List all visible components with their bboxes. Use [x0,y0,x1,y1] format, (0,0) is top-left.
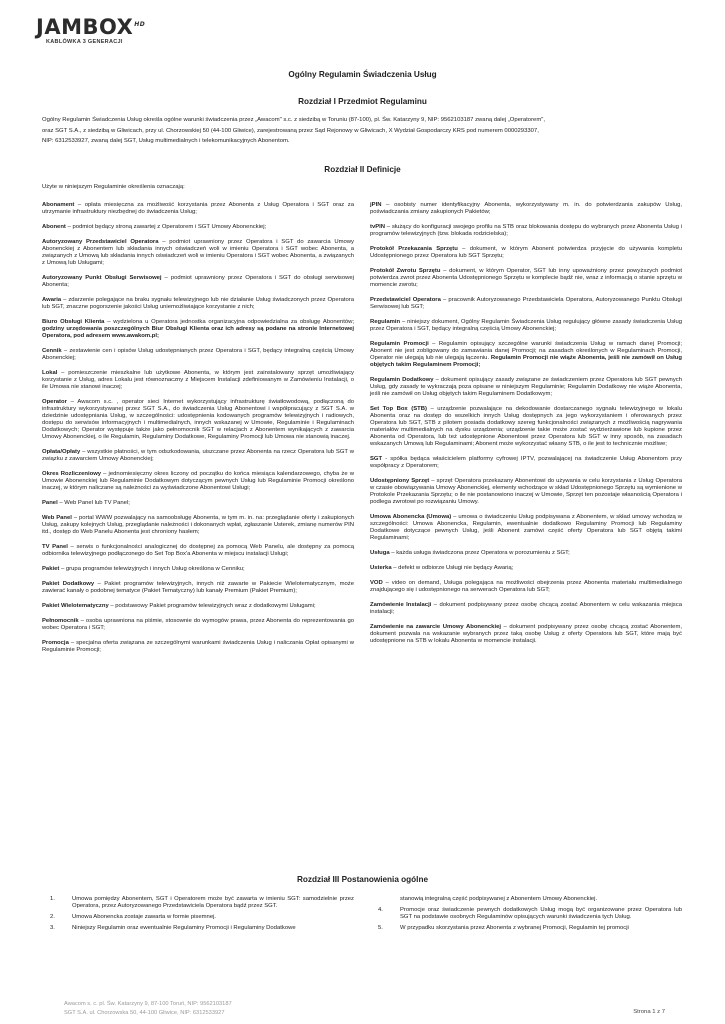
definition-item [42,471,354,492]
item-number: 1. [50,896,55,902]
chapter-2-title: Rozdział II Definicje [324,165,401,174]
definition-term: Regulamin [370,319,401,325]
definition-text: – dokument, w którym Abonent potwierdza przyjęcie do używania kompletu Udostępnionego przez Operatora lub SGT Sprzętu; [370,246,682,259]
logo-hd: HD [134,21,146,28]
definition-text: – osoba uprawniona na piśmie, stosownie do wymogów prawa, przez Abonenta do reprezentowania go wobec Operatora i SGT; [42,618,354,631]
definition-item [42,581,354,595]
definition-term: Usterka [370,565,392,571]
definition-text: – Awacom s.c. , operator sieci Internet wykorzystujący infrastrukturę światłowodową, podłączoną do infrastruktury wykorzystywanej przez SGT S.A., do świadczenia Usług Abonentowi i współpracujący z SGT S.A. w dziedzinie udostępniania Usług, w szczególności: udostępnienia kodowanych programów telewizyjnych i radiowych, dostępu do serwisów informacyjnych i multimedialnych, innych wskazanej w Umowie, Regulaminie i Regulaminach Dodatkowych; Operator występuje także jako pełnomocnik SGT w relacjach z Abonentem wynikających z zawarcia Umowy Abonenckiej, o ile Regulamin, Regulaminy Dodatkowe, Regulaminy Promocji lub Umowa nie stanowią inaczej. [42,399,354,440]
definitions-left-column [42,202,354,662]
item-text: Niniejszy Regulamin oraz ewentualnie Regulaminy Promocji i Regulaminy Dodatkowe [72,925,296,931]
intro-line: NIP: 6312533927, zwaną dalej SGT, Usług multimedialnych i telekomunikacyjnych Abonentom. [42,138,290,144]
definition-item [370,319,682,333]
logo-wordmark: $JAMBOX^{HD}$ [36,15,146,39]
definition-text: – video on demand, Usługa polegająca na możliwości obejrzenia przez Abonenta materiału multimedialnego znajdującego się i udostępnionego na serwerach Operatora lub SGT; [370,580,682,593]
definition-text: – pomieszczenie mieszkalne lub użytkowe Abonenta, w którym jest zainstalowany sprzęt umożliwiający korzystanie z Usług, adres Lokalu jest równoznaczny z Miejscem Instalacji zdefiniowanym w Zamówieniu Instalacji, o ile Umowa nie stanowi inaczej; [42,370,354,390]
chapter-3-title: Rozdział III Postanowienia ogólne [296,875,428,884]
definition-text: – sprzęt Operatora przekazany Abonentowi do używania w celu korzystania z Usług Operatora w czasie obowiązywania Umowy Abonenckiej, elementy wchodzące w skład Udostępnionego Sprzętu są wymienione w Protokole Przekazania Sprzętu; o ile nie postanowiono inaczej w Umowie, Sprzęt ten pozostaje własnością Operatora i podlega zwrotowi po rozwiązaniu Umowy. [370,478,682,505]
definition-term: Pełnomocnik [42,618,79,624]
definition-item [42,224,354,231]
definition-item [370,456,682,470]
definition-term: tvPIN [370,224,386,230]
definition-item [370,268,682,289]
document-title: Ogólny Regulamin Świadczenia Usług [288,70,437,79]
item-text: Umowa pomiędzy Abonentem, SGT i Operatorem może być zawarta w imieniu SGT: samodzielnie przez Operatora, przez Autoryzowanego Przedstawiciela Operatora bądź przez SGT. [72,896,354,909]
definition-text: – opłata miesięczna za możliwość korzystania przez Abonenta z Usług Operatora i SGT oraz za utrzymanie infrastruktury niezbędnej do świadczenia Usług; [42,202,354,215]
definition-term: Protokół Zwrotu Sprzętu [370,268,441,274]
item-text: Promocje oraz świadczenie pewnych dodatkowych Usług mogą być organizowane przez Operatora lub SGT na podstawie osobnych Regulaminów opisujących warunki świadczenia tych Usług. [400,907,682,920]
definition-item [370,202,682,216]
numbered-item [370,907,682,921]
definition-item [42,239,354,267]
intro-line: Ogólny Regulamin Świadczenia Usług określa ogólne warunki świadczenia przez „Awacom" s.c. z siedzibą w Toruniu (87-100), pl. Św. Katarzyny 9, NIP: 9562103187 zwaną dalej „Operatorem", [42,117,545,123]
definition-text: – wydzielona u Operatora jednostka organizacyjna odpowiedzialna za obsługę Abonentów; [104,319,354,325]
chapter-1-title: Rozdział I Przedmiot Regulaminu [298,97,427,106]
chapter-3-left-column [42,896,354,936]
definition-item [370,624,682,645]
definition-item [370,341,682,369]
definition-item [370,550,682,557]
definition-term: Opłata/Opłaty [42,449,81,455]
definition-term: Regulamin Promocji [370,341,429,347]
item-number: 2. [50,914,55,920]
numbered-item [370,925,682,932]
definition-text: – jednomiesięczny okres liczony od początku do końca miesiąca kalendarzowego, chyba że w Umowie Abonenckiej lub Regulaminie Dodatkowym dotyczącym pewnych Usług lub Regulaminie Promocji określono inaczej, w którym naliczane są należności za wyświadczone Abonentowi Usługi; [42,471,354,491]
definition-text: – Web Panel lub TV Panel; [57,500,130,506]
definition-item [42,319,354,340]
definition-term: Zamówienie Instalacji [370,602,432,608]
definition-item [370,580,682,594]
chapter-2-lead: Użyte w niniejszym Regulaminie określenia oznaczają: [42,184,185,190]
definition-text: – Regulamin opisujący szczególne warunki świadczenia Usług w ramach danej Promocji; Abonent nie jest zobligowany do zamawiania danej Promocji; na zasadach określonych w Regulaminach Promocji, Operator nie ulegają lub nie ulegają łączeniu. [370,341,682,361]
logo-tagline: KABLÓWKA 3 GENERACJI [46,39,123,45]
definition-text: – podmiot będący stroną zawartej z Operatorem i SGT Umowy Abonenckiej; [65,224,267,230]
chapter-1-intro [42,115,682,147]
definition-text: – dokument podpisywany przez osobę chcącą zostać Abonentem w celu wskazania miejsca instalacji; [370,602,682,615]
definition-term: Protokół Przekazania Sprzętu [370,246,458,252]
definition-item [370,246,682,260]
item-text: Umowa Abonencka zostaje zawarta w formie pisemnej. [72,914,217,920]
definition-item [42,515,354,536]
definition-term: Set Top Box (STB) [370,406,427,412]
definition-term: Operator [42,399,67,405]
item-number: 5. [378,925,383,931]
definition-item [42,348,354,362]
definition-text: – podmiot uprawniony przez Operatora i SGT do zawarcia Umowy Abonenckiej z Abonentem lub składania innych oświadczeń woli w imieniu Operatora i SGT wobec Abonenta, a związanych z Umową lub składania innych oświadczeń woli w imieniu Operatora i SGT wobec Abonenta, a związanych z Umową lub Usługami; [42,239,354,266]
definition-term: Awaria [42,297,62,303]
definition-text: – portal WWW pozwalający na samoobsługę Abonenta, w tym m. in. na: przeglądanie oferty i zakupionych Usług, zakupy kolejnych Usług, przeglądanie należności i dokonanych wpłat, zgłaszanie Usterek, zmianę numerów PIN itd., dostęp do Web Panelu Abonenta jest chroniony hasłem; [42,515,354,535]
definition-term: VOD [370,580,383,586]
definition-item [370,478,682,506]
jambox-logo [36,14,146,48]
definition-term: Abonent [42,224,66,230]
definition-text: – osobisty numer identyfikacyjny Abonenta, wykorzystywany m. in. do potwierdzania zakupów Usług, poświadczania zmiany zakupionych Pakietów; [370,202,682,215]
definition-text: – zdarzenie polegające na braku sygnału telewizyjnego lub nie działanie Usług świadczonych przez Operatora lub SGT, znaczne pogorszenie jakości Usług uniemożliwiające korzystanie z nich; [42,297,354,310]
definition-item [42,500,354,507]
definition-text: – defekt w odbiorze Usługi nie będący Awarią; [391,565,514,571]
definition-item [42,202,354,216]
definition-term: Promocja [42,640,69,646]
definition-item [42,297,354,311]
definition-term: Biuro Obsługi Klienta [42,319,105,325]
page-number: Strona 1 z 7 [633,1009,665,1015]
definition-term: Pakiet Dodatkowy [42,581,95,587]
definition-text: – dokument podpisywany przez osobę chcącą zostać Abonentem, dokument pozwala na wskazanie wybranych przez taką osobę Usług z oferty Operatora lub SGT, które mają być udostępnione na STB w lokalu Abonenta w momencie instalacji. [370,624,682,644]
definition-term: Autoryzowany Przedstawiciel Operatora [42,239,159,245]
definition-text: – grupa programów telewizyjnych i innych Usług określona w Cenniku; [59,566,245,572]
definition-item [370,514,682,542]
definition-term: Lokal [42,370,58,376]
definition-term: Panel [42,500,58,506]
definition-text: – dokument, w którym Operator, SGT lub inny upoważniony przez powyższych podmiot potwierdza zwrot przez Abonenta Udostępnionego Sprzętu w komplecie bądź nie, wraz z informacją o stanie sprzętu w momencie zwrotu; [370,268,683,288]
definition-term: Umowa Abonencka (Umowa) [370,514,452,520]
numbered-item [42,914,354,921]
definition-term: Autoryzowany Punkt Obsługi Serwisowej [42,275,162,281]
definition-text: – podstawowy Pakiet programów telewizyjnych wraz z dodatkowymi Usługami; [108,603,316,609]
definition-term: Zamówienie na zawarcie Umowy Abonenckiej [370,624,502,630]
definition-text: – każda usługa świadczona przez Operatora w porozumieniu z SGT; [389,550,570,556]
item-number: 3. [50,925,55,931]
definition-term: Okres Rozliczeniowy [42,471,102,477]
definitions-right-column [370,202,682,653]
definition-text: – specjalna oferta związana ze szczególnymi warunkami świadczenia Usług i naliczania Opłat opisanymi w Regulaminie Promocji; [42,640,354,653]
definition-item [42,399,354,441]
intro-line: oraz SGT S.A., z siedzibą w Gliwicach, przy ul. Chorzowskiej 50 (44-100 Gliwice), zarejestrowaną przez Sąd Rejonowy w Gliwicach, X Wydział Gospodarczy KRS pod numerem 0000293307, [42,127,539,134]
definition-item [42,275,354,289]
definition-item [42,603,354,610]
definition-term: Udostępniony Sprzęt [370,478,430,484]
definition-term: jPIN [370,202,382,208]
item-number: 4. [378,907,383,913]
definition-item [370,406,682,448]
definition-emphasis: godziny urzędowania poszczególnych Biur Obsługi Klienta oraz ich adresy są podane na stronie Internetowej Operatora, pod adresem www.awakom.pl; [42,326,354,339]
definition-term: Cennik [42,348,62,354]
definition-emphasis: Regulamin Promocji nie wiąże Abonenta, jeśli nie zamówił on Usług objętych takim Regulaminem Promocji; [370,355,683,368]
definition-item [42,640,354,654]
definition-text: – wszystkie płatności, w tym odszkodowania, uiszczane przez Abonenta na rzecz Operatora lub SGT w związku z zawarciem Umowy Abonenckiej; [42,449,354,462]
definition-text: – służący do konfiguracji swojego profilu na STB oraz blokowania dostępu do wybranych przez Abonenta Usług i programów telewizyjnych (tzw. blokada rodzicielska); [370,224,682,237]
definition-item [370,297,682,311]
definition-term: SGT [370,456,383,462]
definition-term: TV Panel [42,544,68,550]
definition-text: – dokument opisujący zasady związane ze świadczeniem przez Operatora lub SGT pewnych Usług, gdy zasady te wykraczają poza opisane w niniejszym Regulaminie; Regulamin Dodatkowy nie wiąże Abonenta, jeśli nie zamówił on Usług objętych takim Regulaminem Dodatkowym; [370,377,682,397]
definition-term: Regulamin Dodatkowy [370,377,434,383]
footer-addresses [64,1000,232,1017]
chapter-3-right-column [370,896,682,936]
definition-item [42,544,354,558]
definition-text: – zestawienie cen i opisów Usług udostępnianych przez Operatora i SGT, będący integralną częścią Umowy Abonenckiej; [42,348,354,361]
definition-item [370,565,682,572]
definition-term: Web Panel [42,515,72,521]
definition-item [42,449,354,463]
definition-text: - spółka będąca właścicielem platformy cyfrowej IPTV, pozwalającej na świadczenie Usług Abonentom przy współpracy z Operatorem; [370,456,682,469]
definition-text: – Pakiet programów telewizyjnych, innych niż zawarte w Pakiecie Wielotematycznym, może zawierać kanały o podobnej tematyce (Pakiet Tematyczny) lub kanały Premium (Pakiet Premium); [42,581,355,594]
chapter-3-continuation: stanowią integralną część podpisywanej z Abonentem Umowy Abonenckiej. [400,896,598,902]
definition-term: Przedstawiciel Operatora [370,297,441,303]
definition-item [42,370,354,391]
item-text: W przypadku skorzystania przez Abonenta z wybranej Promocji, Regulamin tej promocji [400,925,629,931]
definition-term: Usługa [370,550,390,556]
numbered-item [42,896,354,910]
definition-term: Abonament [42,202,75,208]
numbered-item [42,925,354,932]
definition-item [370,224,682,238]
definition-item [42,566,354,573]
definition-term: Pakiet [42,566,60,572]
definition-text: – podmiot uprawniony przez Operatora i SGT do obsługi serwisowej Abonenta; [42,275,354,288]
definition-text: – pracownik Autoryzowanego Przedstawiciela Operatora, Autoryzowanego Punktu Obsługi Serwisowej lub SGT; [370,297,682,310]
footer-line: Awacom s. c. pl. Św. Katarzyny 9, 87-100 Toruń, NIP: 9562103187 [64,1001,232,1007]
definition-text: – urządzenie pozwalające na dekodowanie dostarczanego sygnału telewizyjnego w lokalu Abonenta oraz na dostęp do wszelkich innych Usług dostępnych za jego wykorzystaniem i oferowanych przez Operatora lub SGT, STB z pilotem posiada dodatkowy szereg funkcjonalności związanych z możliwością nagrywania materiałów multimedialnych na dysku urządzenia; urządzenie takie może zostać wydzierżawione lub kupione przez Abonenta od Operatora, lub też udostępnione Abonentowi przez Operatora lub SGT w inny sposób, na zasadach wskazanych Umową lub Regulaminami; Abonent może wykorzystać własny STB, o ile jest to technicznie możliwe; [370,406,682,447]
definition-term: Pakiet Wielotematyczny [42,603,109,609]
footer-line: SGT S.A. ul. Chorzowska 50, 44-100 Gliwice, NIP: 6312533927 [64,1009,225,1016]
definition-text: – niniejszy dokument, Ogólny Regulamin Świadczenia Usług regulujący główne zasady świadczenia Usług przez Operatora i SGT, będący integralną częścią Umowy Abonenckiej; [370,319,682,332]
definition-text: – serwis o funkcjonalności analogicznej do dostępnej za pomocą Web Panelu, ale dostępny za pomocą odbiornika telewizyjnego podłączonego do Set Top Box'a Abonenta w miejscu instalacji Usługi; [42,544,354,557]
definition-item [370,377,682,398]
definition-item [42,618,354,632]
definition-item [370,602,682,616]
definition-text: – umowa o świadczeniu Usług podpisywana z Abonentem, w skład umowy wchodzą w szczególności: Umowa Abonencka, Regulamin, ewentualnie dodatkowo Regulaminy Promocji lub Regulaminy Dodatkowe dotyczące pewnych Usług, jeśli Abonent zamówi część oferty Operatora lub SGT objętą takimi Regulaminami; [370,514,683,541]
